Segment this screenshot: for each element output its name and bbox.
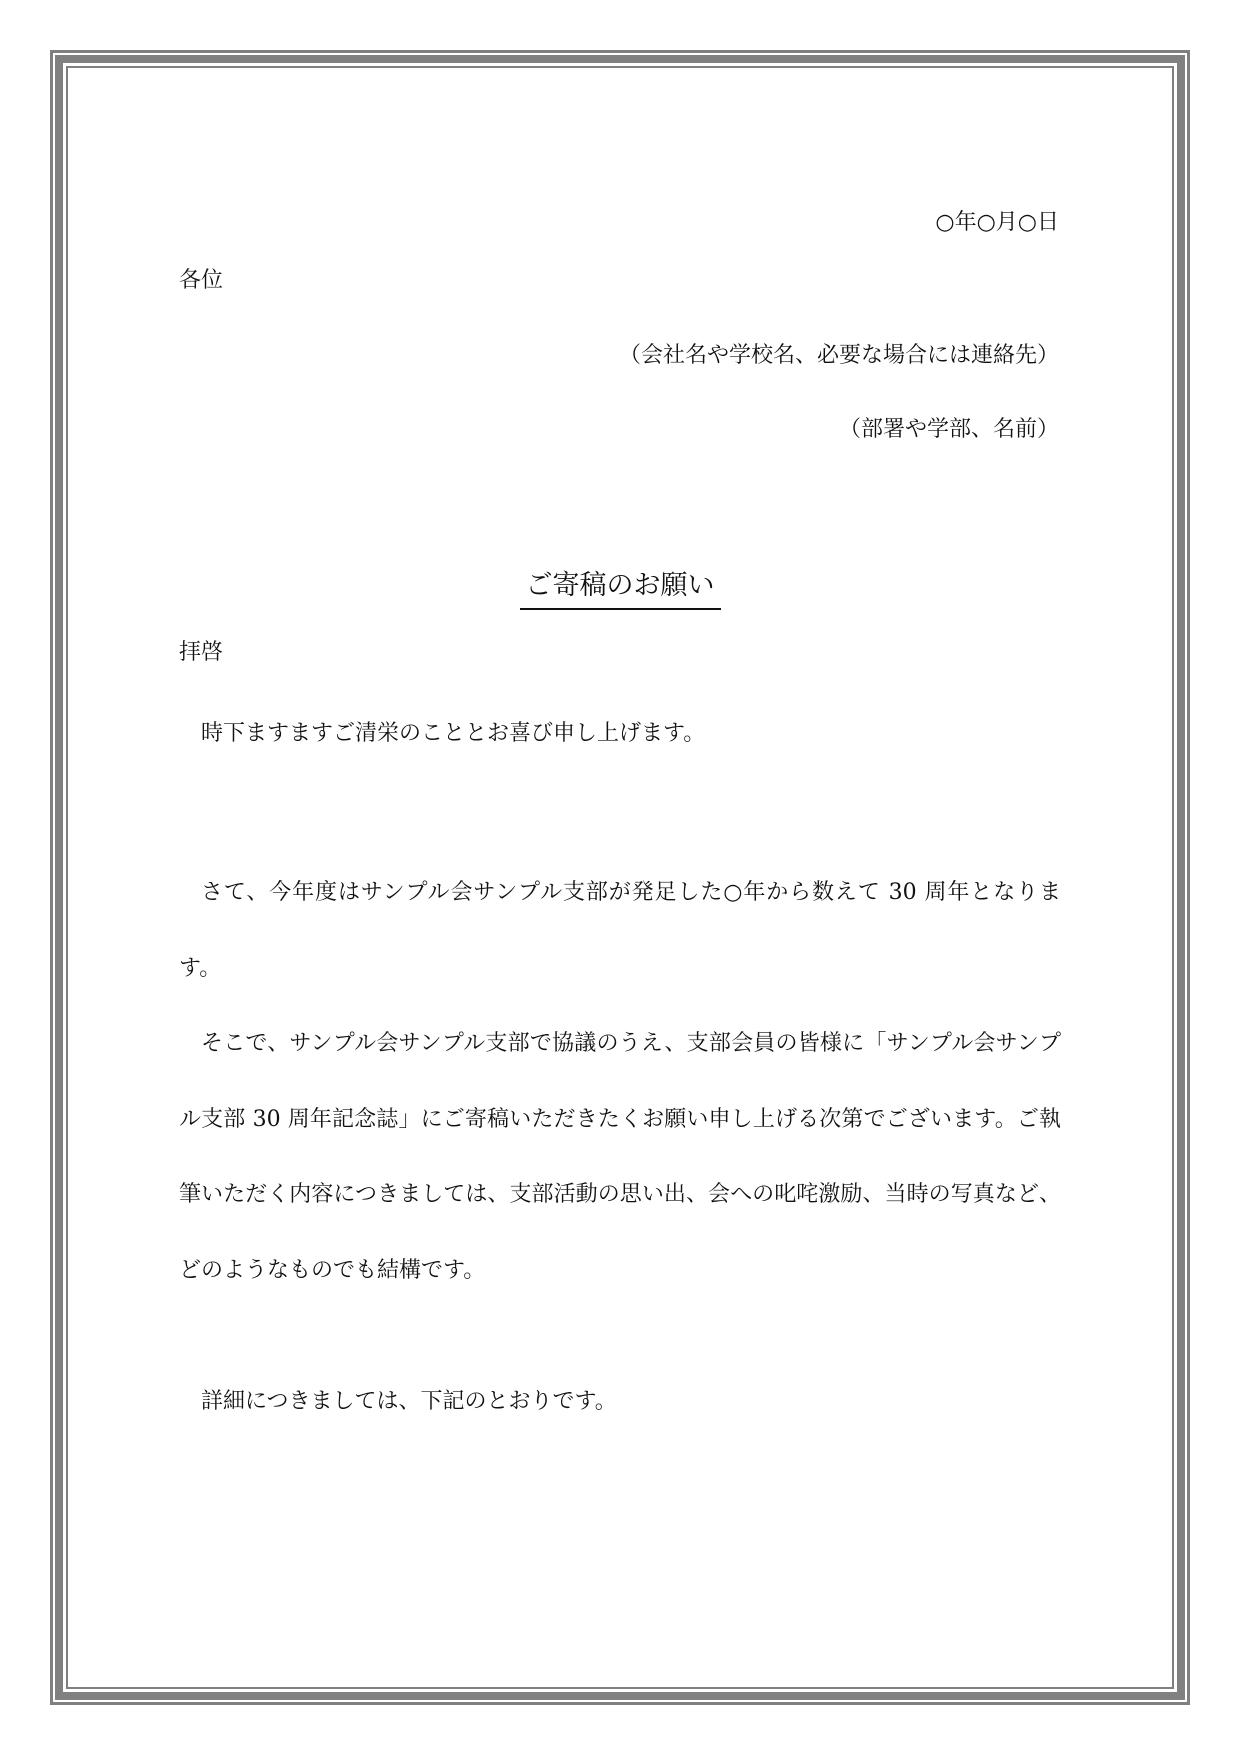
sender-organization: （会社名や学校名、必要な場合には連絡先） xyxy=(618,343,1059,368)
sender-name: （部署や学部、名前） xyxy=(838,417,1059,442)
recipient: 各位 xyxy=(179,268,224,293)
paragraph-request: そこで、サンプル会サンプル支部で協議のうえ、支部会員の皆様に「サンプル会サンプル支部 30 周年記念誌」にご寄稿いただきたくお願い申し上げる次第でございます。ご執筆いただく内容につきましては、支部活動の思い出、会への叱咤激励、当時の写真など、どのようなものでも結構です。 xyxy=(179,1031,1061,1283)
letter-body xyxy=(179,855,1061,1308)
date: ○年○月○日 xyxy=(935,210,1059,235)
title-text: ご寄稿のお願い xyxy=(520,563,721,610)
opening-salutation: 拝啓 xyxy=(179,640,224,665)
details-intro: 詳細につきましては、下記のとおりです。 xyxy=(201,1389,617,1414)
document-title xyxy=(0,563,1240,610)
seasonal-greeting: 時下ますますご清栄のこととお喜び申し上げます。 xyxy=(201,721,706,746)
paragraph-anniversary: さて、今年度はサンプル会サンプル支部が発足した○年から数えて 30 周年となります。 xyxy=(179,880,1061,981)
